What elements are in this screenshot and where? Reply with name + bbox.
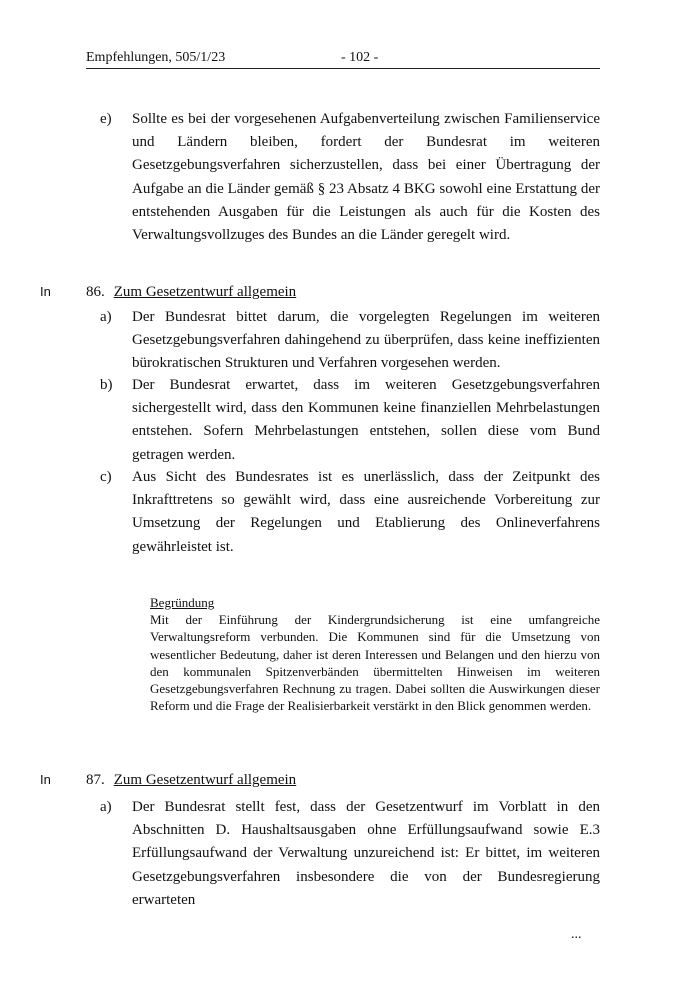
section-number: 86. [86, 284, 105, 300]
section-title: Zum Gesetzentwurf allgemein [113, 772, 297, 788]
document-reference: Empfehlungen, 505/1/23 [86, 50, 226, 65]
page-header [86, 50, 600, 69]
section-heading-87 [86, 770, 296, 790]
item-text: Der Bundesrat stellt fest, dass der Gesetzentwurf im Vorblatt in den Abschnitten D. Haushaltsausgaben ohne Erfüllungsaufwand sowie E.3 Erfüllungsaufwand der Verwaltung unzureichend ist: Er bittet, im weiteren Gesetzgebungsverfahren insbesondere die von der Bundesregierung erwarteten [132, 799, 600, 908]
item-label: a) [100, 309, 112, 325]
item-text: Der Bundesrat bittet darum, die vorgelegten Regelungen im weiteren Gesetzgebungsverfahren dahingehend zu überprüfen, dass keine ineffizienten bürokratischen Strukturen und Verfahren vorgesehen werden. [132, 309, 600, 372]
item-text: Der Bundesrat erwartet, dass im weiteren Gesetzgebungsverfahren sichergestellt wird, dass den Kommunen keine finanziellen Mehrbelastungen entstehen. Sofern Mehrbelastungen entstehen, sollen diese vom Bund getragen werden. [132, 377, 600, 463]
item-text: Sollte es bei der vorgesehenen Aufgabenverteilung zwischen Familienservice und Ländern bleiben, fordert der Bundesrat im weiteren Gesetzgebungsverfahren sicherzustellen, dass bei einer Übertragung der Aufgabe an die Länder gemäß § 23 Absatz 4 BKG sowohl eine Erstattung der entstehenden Ausgaben für die Leistungen als auch für die Kosten des Verwaltungsvollzuges des Bundes an die Länder geregelt wird. [132, 111, 600, 244]
item-label: e) [100, 111, 112, 127]
item-86-c [100, 466, 600, 559]
reason-block [150, 594, 600, 714]
item-87-a [100, 796, 600, 912]
reason-title: Begründung [150, 595, 215, 610]
section-heading-86 [86, 282, 296, 302]
reason-text: Mit der Einführung der Kindergrundsicherung ist eine umfangreiche Verwaltungsreform verbunden. Die Kommunen sind für die Umsetzung von wesentlicher Bedeutung, daher ist deren Interessen und Belangen und den hierzu von den kommunalen Spitzenverbänden übermittelten Hinweisen im weiteren Gesetzgebungsverfahren Rechnung zu tragen. Dabei sollten die Auswirkungen dieser Reform und die Frage der Realisierbarkeit verstärkt in den Blick genommen werden. [150, 612, 600, 714]
section-title: Zum Gesetzentwurf allgemein [113, 284, 297, 300]
section-number: 87. [86, 772, 105, 788]
margin-tag-87: In [40, 772, 51, 787]
item-label: b) [100, 377, 113, 393]
continuation-marker: ... [571, 927, 582, 942]
margin-tag-86: In [40, 284, 51, 299]
item-86-b [100, 374, 600, 467]
page-number: - 102 - [341, 50, 379, 65]
item-label: c) [100, 469, 112, 485]
item-text: Aus Sicht des Bundesrates ist es unerlässlich, dass der Zeitpunkt des Inkrafttretens so gewählt wird, dass eine ausreichende Vorbereitung zur Umsetzung der Regelungen und Etablierung des Onlineverfahrens gewährleistet ist. [132, 469, 600, 555]
item-e [100, 108, 600, 247]
item-86-a [100, 306, 600, 376]
item-label: a) [100, 799, 112, 815]
